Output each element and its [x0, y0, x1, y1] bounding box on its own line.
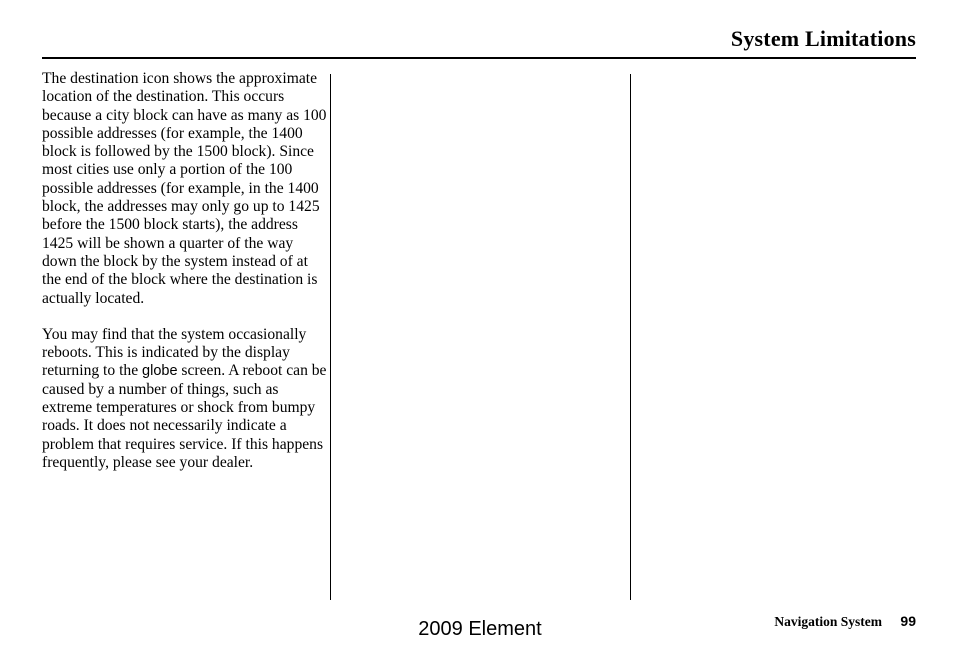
paragraph-destination-icon: The destination icon shows the approximate location of the destination. This occurs because a city block can have as many as 100 possible addresses (for example, the 1400 block is followed by the 1500 block). Since most cities use only a portion of the 100 possible addresses (for example, in the 1400 block, the addresses may only go up to 1425 before the 1500 block starts), the address 1425 will be shown a quarter of the way down the block by the system instead of at the end of the block where the destination is actually located.	[42, 70, 327, 307]
footer-section-name: Navigation System	[774, 614, 882, 629]
page-number: 99	[900, 613, 916, 629]
column-divider-right	[630, 74, 631, 600]
column-divider-left	[330, 74, 331, 600]
paragraph-text-start: You may find that the system occasionally reboots. This is indicated by the display returning to the	[42, 325, 307, 380]
watermark: 2009 Element	[418, 618, 542, 640]
globe-keyword: globe	[142, 363, 178, 380]
paragraph-text-end: screen. A reboot can be caused by a number of things, such as extreme temperatures or shock from bumpy roads. It does not necessarily indicate a problem that requires service. If this happens frequently, please see your dealer.	[42, 362, 327, 471]
paragraph-system-reboots	[42, 326, 327, 472]
body-column	[42, 70, 327, 490]
header-divider	[42, 57, 916, 59]
page-title: System Limitations	[730, 26, 916, 51]
